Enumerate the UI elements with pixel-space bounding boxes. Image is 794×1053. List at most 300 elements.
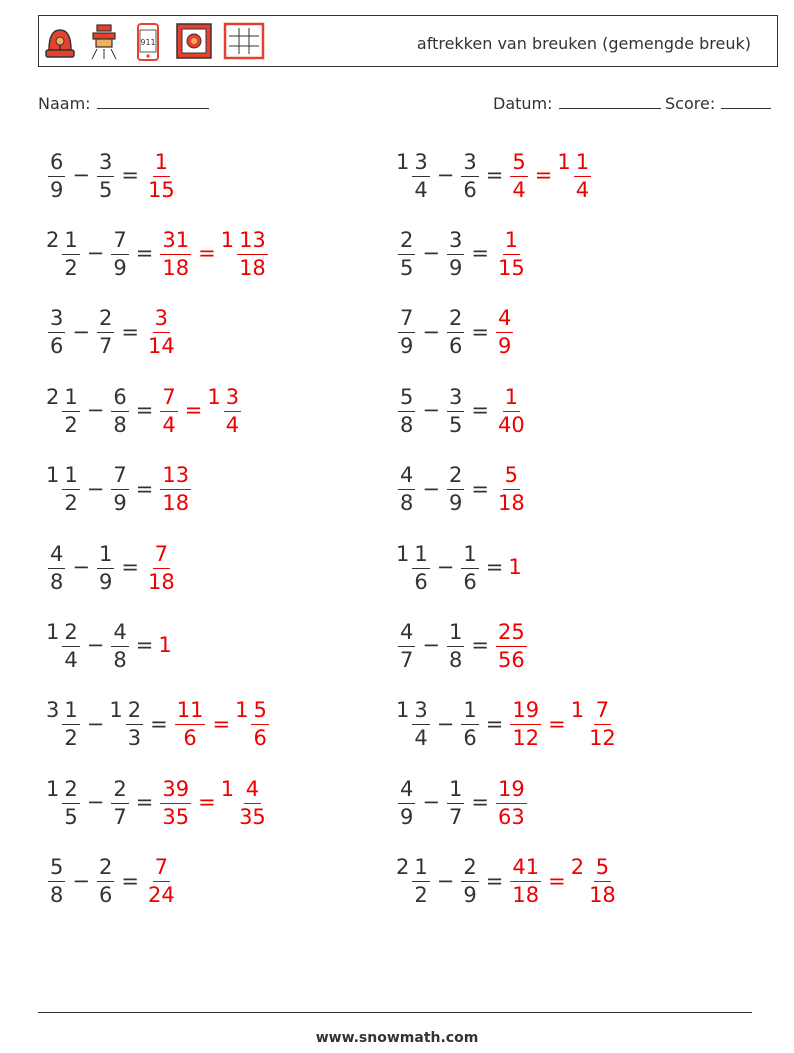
mixed-number [445,306,466,357]
mixed-number [571,698,620,749]
mixed-number [508,555,522,579]
equals-sign: = [471,319,489,344]
mixed-number [396,463,417,514]
fraction [146,149,177,202]
numerator: 4 [111,622,128,647]
fraction [447,776,464,829]
whole-part: 1 [158,633,172,658]
equals-sign: = [135,241,154,266]
problem-8 [396,380,529,440]
denominator: 3 [127,726,142,751]
denominator: 40 [497,412,525,437]
numerator: 1 [62,465,79,490]
numerator: 1 [62,700,79,725]
numerator: 39 [160,779,191,804]
answer [494,385,529,436]
fraction [510,149,527,202]
mixed-number [396,620,417,671]
equals-sign: = [150,711,168,736]
problem-15 [46,694,271,754]
denominator: 18 [162,255,190,280]
minus-sign: − [72,555,90,579]
fraction [97,857,114,906]
mixed-number [396,698,432,749]
fraction [412,700,429,749]
mixed-number [396,228,417,279]
mixed-number [494,306,515,357]
denominator: 8 [113,647,127,672]
whole-part: 1 [109,698,123,723]
problem-2 [396,145,593,205]
numerator: 1 [461,700,478,725]
denominator: 18 [512,883,540,908]
equals-sign: = [471,790,489,815]
denominator: 9 [98,569,113,594]
numerator: 3 [447,230,464,255]
numerator: 4 [398,465,415,490]
fraction [496,308,513,357]
mixed-number [396,150,432,201]
mixed-number [46,855,67,906]
fraction [412,857,429,906]
equals-sign: = [471,633,489,658]
whole-part: 2 [570,855,585,880]
window-icon [223,22,265,62]
denominator: 8 [50,569,64,594]
numerator: 3 [97,152,114,177]
numerator: 5 [503,465,520,490]
mixed-number [508,855,543,906]
numerator: 6 [111,387,128,412]
equals-sign: = [198,790,216,815]
answer [144,542,179,593]
minus-sign: − [86,476,105,501]
denominator: 15 [497,255,525,280]
minus-sign: − [422,398,440,423]
denominator: 8 [400,412,414,437]
minus-sign: − [436,163,455,187]
numerator: 2 [62,622,79,647]
numerator: 7 [153,857,170,882]
mixed-number [46,306,67,357]
minus-sign: − [72,868,90,893]
equals-sign: = [121,319,139,344]
mixed-number [494,463,529,514]
problem-13 [46,615,173,675]
mixed-number [46,698,82,749]
score-field[interactable] [665,94,771,113]
problem-20 [396,851,620,911]
equals-sign: = [121,555,139,579]
denominator: 5 [448,412,463,437]
answer [173,698,271,749]
denominator: 7 [113,804,127,829]
equals-sign: = [485,711,504,736]
mixed-number [494,228,529,279]
mixed-number [396,855,432,906]
fraction [48,541,65,594]
date-line[interactable] [559,94,661,109]
equals-sign: = [135,398,154,423]
numerator: 5 [48,857,65,882]
mixed-number [109,620,130,671]
numerator: 3 [412,700,429,725]
numerator: 6 [48,152,65,177]
minus-sign: − [422,241,440,266]
numerator: 1 [412,857,429,882]
fraction [97,308,114,357]
mixed-number [46,228,82,279]
problem-14 [396,615,529,675]
fraction [496,227,527,280]
numerator: 7 [111,230,128,255]
answer [508,150,593,201]
problem-16 [396,694,620,754]
denominator: 6 [50,334,64,359]
fraction [175,700,206,749]
fraction [111,465,128,514]
denominator: 2 [414,883,428,908]
answer [144,150,179,201]
denominator: 4 [162,412,176,437]
denominator: 7 [448,804,463,829]
problem-19 [46,851,179,911]
numerator: 1 [97,544,114,569]
equals-sign: = [548,868,566,893]
whole-part: 1 [46,463,60,488]
answer [508,698,619,749]
mixed-number [396,777,417,828]
numerator: 3 [48,308,65,333]
denominator: 9 [463,883,477,908]
fraction [237,776,268,829]
fraction [62,776,79,829]
problem-18 [396,772,529,832]
denominator: 2 [64,255,78,280]
denominator: 6 [463,569,477,594]
equals-sign: = [135,790,154,815]
equals-sign: = [135,633,154,658]
whole-part: 1 [235,698,249,723]
mixed-number [445,620,466,671]
fraction [398,465,415,514]
whole-part: 1 [557,149,571,174]
mixed-number [144,150,179,201]
numerator: 2 [461,857,478,882]
numerator: 4 [48,544,65,569]
whole-part: 1 [396,149,410,174]
denominator: 6 [463,177,477,202]
numerator: 3 [153,308,170,333]
denominator: 8 [448,647,463,672]
numerator: 4 [398,622,415,647]
answer [158,633,172,657]
numerator: 2 [398,230,415,255]
footer-url[interactable]: www.snowmath.com [315,1030,479,1046]
problem-17 [46,772,270,832]
numerator: 7 [153,544,170,569]
answer [158,463,193,514]
minus-sign: − [86,633,105,658]
whole-part: 3 [46,698,60,723]
answer [494,463,529,514]
numerator: 41 [510,857,541,882]
equals-sign: = [212,711,231,736]
denominator: 6 [98,883,113,908]
fraction [398,308,415,357]
lamp-icon [87,22,121,62]
mixed-number [158,633,172,657]
denominator: 8 [113,412,127,437]
fraction [398,776,415,829]
mixed-number [557,150,593,201]
mixed-number [396,385,417,436]
equals-sign: = [198,241,216,266]
fraction [111,384,128,437]
denominator: 6 [183,726,197,751]
mixed-number [445,385,466,436]
minus-sign: − [436,555,455,579]
denominator: 4 [512,177,526,202]
fraction [510,857,541,906]
mixed-number [144,855,179,906]
fraction [496,619,527,672]
mixed-number [571,855,620,906]
mixed-number [144,542,179,593]
fraction [62,384,79,437]
denominator: 5 [64,804,78,829]
denominator: 4 [64,647,78,672]
equals-sign: = [184,398,203,423]
date-field[interactable] [493,94,661,113]
denominator: 2 [64,412,78,437]
problem-5 [46,302,179,362]
fraction [461,857,478,906]
siren-icon [43,22,77,62]
mixed-number [396,542,432,593]
fraction [447,619,464,672]
fraction [97,149,114,202]
numerator: 13 [237,230,268,255]
mixed-number [459,855,480,906]
mixed-number [158,463,193,514]
denominator: 56 [497,647,525,672]
mixed-number [173,698,208,749]
mixed-number [109,228,130,279]
fraction [97,541,114,594]
denominator: 18 [589,883,616,908]
numerator: 1 [62,230,79,255]
denominator: 35 [162,804,190,829]
equals-sign: = [471,476,489,501]
mixed-number [459,150,480,201]
mixed-number [46,150,67,201]
numerator: 4 [398,779,415,804]
equals-sign: = [548,711,566,736]
mixed-number [207,385,243,436]
fraction [146,857,177,906]
fraction [48,308,65,357]
numerator: 5 [510,152,527,177]
fraction [412,149,429,202]
numerator: 5 [594,857,611,882]
fraction [62,465,79,514]
denominator: 18 [239,255,266,280]
mixed-number [109,777,130,828]
numerator: 7 [111,465,128,490]
minus-sign: − [86,398,105,423]
denominator: 9 [448,491,463,516]
fraction [160,227,191,280]
fraction [587,700,618,749]
mixed-number [235,698,271,749]
numerator: 1 [503,230,520,255]
numerator: 3 [412,152,429,177]
fraction [447,308,464,357]
answer [494,620,529,671]
numerator: 2 [447,465,464,490]
minus-sign: − [86,711,105,736]
problem-1 [46,145,179,205]
fraction [160,465,191,514]
answer [508,555,522,579]
denominator: 7 [98,334,113,359]
numerator: 4 [244,779,261,804]
problem-6 [396,302,515,362]
denominator: 6 [463,726,477,751]
fraction [461,149,478,202]
denominator: 9 [113,255,127,280]
equals-sign: = [135,476,154,501]
numerator: 13 [160,465,191,490]
numerator: 2 [126,700,143,725]
phone-911-text: 911 [140,38,156,47]
mixed-number [221,777,270,828]
fraction [111,619,128,672]
minus-sign: − [72,319,90,344]
denominator: 8 [50,883,64,908]
mixed-number [46,385,82,436]
denominator: 4 [225,412,240,437]
fraction [447,384,464,437]
equals-sign: = [485,868,504,893]
mixed-number [494,385,529,436]
numerator: 3 [447,387,464,412]
numerator: 19 [510,700,541,725]
denominator: 12 [512,726,540,751]
alarm-box-icon [175,22,213,62]
mixed-number [144,306,179,357]
denominator: 9 [400,334,414,359]
mixed-number [459,698,480,749]
denominator: 4 [414,177,428,202]
whole-part: 1 [396,541,410,566]
numerator: 1 [447,622,464,647]
denominator: 4 [414,726,428,751]
date-label: Datum: [493,94,553,113]
equals-sign: = [485,555,504,579]
fraction [496,776,527,829]
problem-7 [46,380,243,440]
equals-sign: = [471,241,489,266]
fraction [574,149,591,202]
mixed-number [46,777,82,828]
whole-part: 2 [46,384,60,409]
numerator: 19 [496,779,527,804]
whole-part: 1 [46,619,60,644]
denominator: 5 [400,255,414,280]
denominator: 2 [64,491,78,516]
mixed-number [109,463,130,514]
fraction [447,465,464,514]
fraction [398,619,415,672]
fraction [398,384,415,437]
minus-sign: − [422,633,440,658]
minus-sign: − [86,241,105,266]
denominator: 24 [147,883,175,908]
minus-sign: − [422,319,440,344]
denominator: 14 [147,334,175,359]
whole-part: 1 [207,384,221,409]
whole-part: 1 [508,555,522,579]
denominator: 6 [253,726,267,751]
mixed-number [158,777,193,828]
answer [158,385,243,436]
denominator: 7 [400,647,414,672]
icon-row [43,20,265,64]
fraction [237,227,268,280]
denominator: 9 [448,255,463,280]
denominator: 9 [50,177,64,202]
name-line[interactable] [97,94,209,109]
mixed-number [46,542,67,593]
denominator: 12 [589,726,616,751]
fraction [496,384,527,437]
fraction [224,384,241,437]
fraction [111,227,128,280]
answer [144,306,179,357]
equals-sign: = [485,163,504,187]
mixed-number [158,385,179,436]
minus-sign: − [436,868,455,893]
problem-11 [46,537,179,597]
denominator: 6 [414,569,428,594]
whole-part: 2 [396,855,410,880]
equals-sign: = [534,163,553,187]
name-field[interactable] [38,94,209,113]
numerator: 1 [447,779,464,804]
mixed-number [46,620,82,671]
numerator: 1 [412,544,429,569]
mixed-number [109,698,145,749]
denominator: 8 [400,491,414,516]
minus-sign: − [422,790,440,815]
denominator: 15 [147,177,175,202]
numerator: 4 [496,308,513,333]
score-label: Score: [665,94,716,113]
fraction [111,776,128,829]
score-line[interactable] [721,94,771,109]
whole-part: 2 [46,227,60,252]
answer [144,855,179,906]
problem-4 [396,223,529,283]
denominator: 9 [113,491,127,516]
header-box [38,15,778,67]
fraction [62,619,79,672]
numerator: 3 [461,152,478,177]
answer [158,777,269,828]
equals-sign: = [121,868,139,893]
